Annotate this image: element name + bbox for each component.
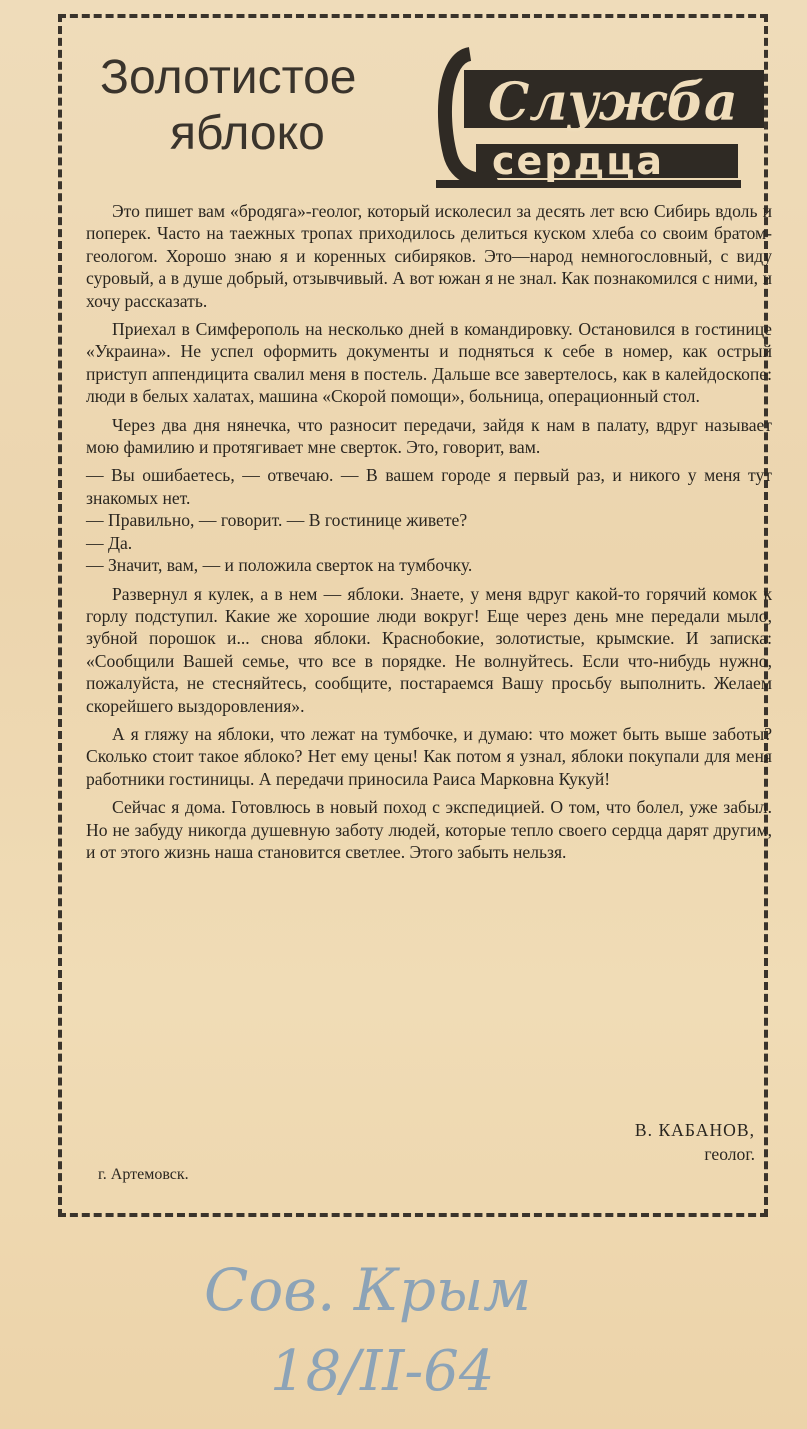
- paragraph-4: Развернул я кулек, а в нем — яблоки. Знаете, у меня вдруг какой-то горячий комок к горлу подступил. Какие же хорошие люди вокруг! Еще через день мне передали мыло, зубной порошок и... снова яблоки. Краснобокие, золотистые, крымские. И записка: «Сообщили Вашей семье, что все в порядке. Не волнуйтесь. Если что-нибудь нужно, пожалуйста, не стесняйтесь, сообщите, постараемся Вашу просьбу выполнить. Желаем скорейшего выздоровления».: [86, 583, 772, 716]
- author-name: В. КАБАНОВ,: [634, 1120, 755, 1140]
- dialog-line-3: — Да.: [86, 532, 133, 553]
- headline-line-1: Золотистое: [100, 51, 357, 104]
- logo-line-1: Служба: [488, 72, 738, 133]
- dialog-line-2: — Правильно, — говорит. — В гостинице живете?: [86, 510, 468, 531]
- handwritten-note: [200, 1240, 620, 1420]
- article-headline: [100, 50, 356, 162]
- paragraph-5: А я гляжу на яблоки, что лежат на тумбочке, и думаю: что может быть выше заботы? Сколько стоит такое яблоко? Нет ему цены! Как потом я узнал, яблоки покупали для меня работники гостиницы. А передачи приносила Раиса Марковна Кукуй!: [86, 723, 772, 789]
- headline-line-2: яблоко: [170, 107, 325, 160]
- handwritten-date: 18/II-64: [270, 1339, 495, 1404]
- rubric-logo: [436, 44, 770, 190]
- article-body: [86, 200, 772, 869]
- paragraph-6: Сейчас я дома. Готовлюсь в новый поход с экспедицией. О том, что болел, уже забыл. Но не забуду никогда душевную заботу людей, которые тепло своего сердца дарят другим, и от этого жизнь наша становится светлее. Этого забыть нельзя.: [86, 797, 772, 862]
- dialog-line-1: — Вы ошибаетесь, — отвечаю. — В вашем городе я первый раз, и никого у меня тут знакомых нет.: [86, 465, 772, 508]
- author-role: геолог.: [704, 1144, 755, 1164]
- author-location: г. Артемовск.: [98, 1166, 189, 1183]
- paragraph-3: Через два дня нянечка, что разносит передачи, зайдя к нам в палату, вдруг называет мою фамилию и протягивает мне сверток. Это, говорит, вам.: [86, 414, 772, 458]
- paragraph-1: Это пишет вам «бродяга»-геолог, который исколесил за десять лет всю Сибирь вдоль и поперек. Часто на таежных тропах приходилось делиться куском хлеба со своим братом-геологом. Хорошо знаю я и коренных сибиряков. Это—народ немногословный, с виду суровый, а в душе добрый, отзывчивый. А вот южан я не знал. Как познакомился с ними, и хочу рассказать.: [86, 201, 772, 311]
- author-signature: [635, 1118, 755, 1166]
- logo-line-2: сердца: [492, 139, 664, 183]
- paragraph-2: Приехал в Симферополь на несколько дней в командировку. Остановился в гостинице «Украина». Не успел оформить документы и подняться к себе в номер, как острый приступ аппендицита свалил меня в постель. Дальше все завертелось, как в калейдоскопе: люди в белых халатах, машина «Скорой помощи», больница, операционный стол.: [86, 319, 772, 407]
- dialog-line-4: — Значит, вам, — и положила сверток на тумбочку.: [86, 555, 473, 576]
- handwritten-source: Сов. Крым: [204, 1256, 532, 1324]
